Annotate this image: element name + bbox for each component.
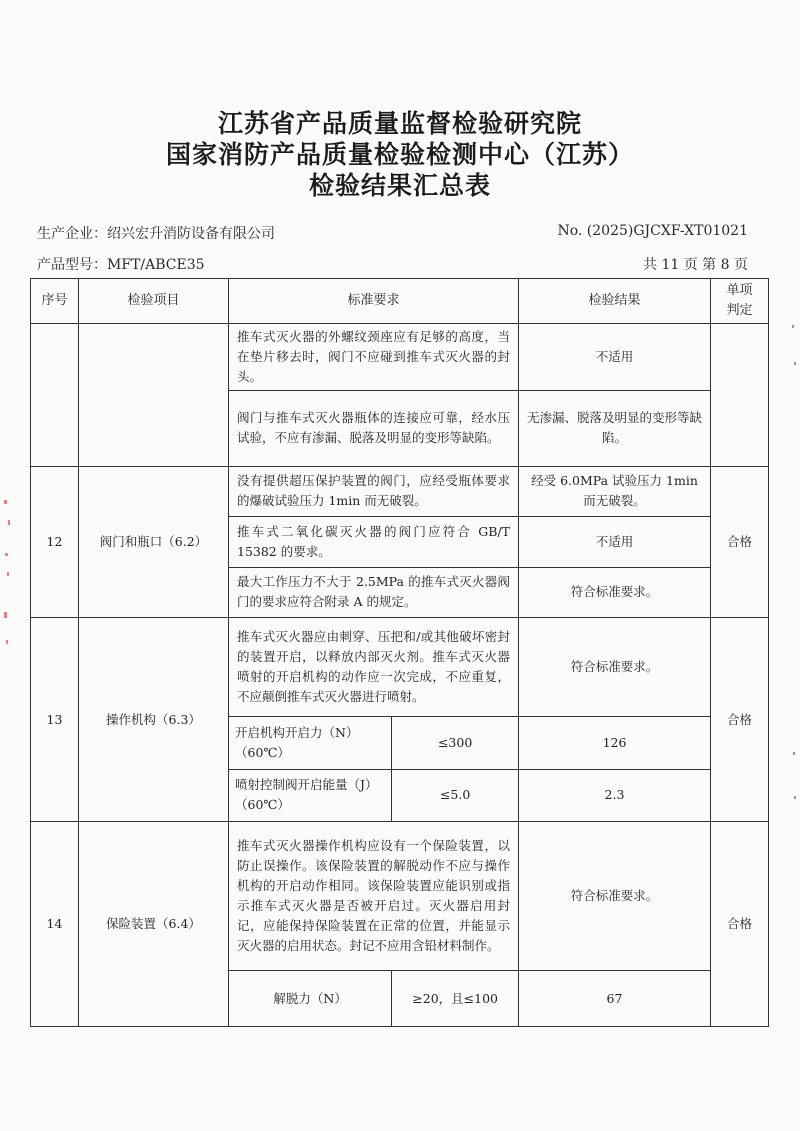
parameter-subcell: [229, 971, 519, 1027]
cont-verdict-cell: [711, 324, 769, 466]
item-cell: 操作机构（6.3）: [79, 618, 229, 822]
parameter-limit: ≤300: [437, 734, 473, 750]
result-cell: 符合标准要求。: [519, 822, 711, 971]
org-name-line2: 国家消防产品质量检验检测中心（江苏）: [165, 140, 634, 169]
result-cell: 不适用: [519, 517, 711, 567]
requirement-cell: 推车式二氧化碳灭火器的阀门应符合 GB/T 15382 的要求。: [229, 517, 519, 567]
verdict-cell: 合格: [711, 822, 769, 1027]
result-cell: 67: [519, 971, 711, 1027]
seq-cell: 14: [31, 822, 79, 1027]
seal-bleed-mark: [4, 612, 7, 618]
requirement-cell: 阀门与推车式灭火器瓶体的连接应可靠，经水压试验，不应有渗漏、脱落及明显的变形等缺陷。: [229, 391, 519, 467]
page-info: 共 11 页 第 8 页: [643, 257, 748, 273]
seal-bleed-mark: [5, 553, 8, 556]
seal-bleed-mark: [7, 572, 9, 576]
result-cell: 不适用: [519, 324, 711, 391]
parameter-subcell: [229, 717, 519, 769]
result-cell: 无渗漏、脱落及明显的变形等缺陷。: [519, 391, 711, 467]
model-label: 产品型号：: [37, 257, 107, 273]
requirement-cell: 推车式灭火器操作机构应设有一个保险装置，以防止误操作。该保险装置的解脱动作不应与操作机构的开启动作相同。该保险装置应能识别或指示推车式灭火器是否被开启过。灭火器启用封记，应能保持保险装置在正常的位置，并能显示灭火器的启用状态。封记不应用含铅材料制作。: [229, 822, 519, 971]
seal-bleed-mark: [4, 500, 7, 504]
requirement-cell: 最大工作压力不大于 2.5MPa 的推车式灭火器阀门的要求应符合附录 A 的规定。: [229, 567, 519, 617]
document-title: 检验结果汇总表: [308, 171, 491, 200]
parameter-subcell: [229, 769, 519, 821]
header-item: 检验项目: [79, 279, 229, 324]
report-number: No. (2025)GJCXF-XT01021: [557, 223, 748, 239]
scan-speck: [793, 752, 795, 755]
requirement-cell: 推车式灭火器的外螺纹颈座应有足够的高度，当在垫片移去时，阀门不应碰到推车式灭火器的封头。: [229, 324, 519, 391]
seq-cell: 13: [31, 618, 79, 822]
manufacturer-label: 生产企业：: [37, 226, 107, 242]
requirement-cell: 没有提供超压保护装置的阀门，应经受瓶体要求的爆破试验压力 1min 而无破裂。: [229, 466, 519, 516]
scan-speck: [794, 796, 796, 799]
header-verdict: 单项判定: [711, 279, 769, 324]
scan-speck: [792, 325, 794, 328]
scan-speck: [794, 362, 796, 365]
verdict-cell: 合格: [711, 466, 769, 617]
result-cell: 经受 6.0MPa 试验压力 1min 而无破裂。: [519, 466, 711, 516]
item-cell: 保险装置（6.4）: [79, 822, 229, 1027]
cont-item-cell: [79, 324, 229, 466]
table-row: [31, 324, 769, 391]
parameter-name: 开启机构开启力（N）（60℃）: [229, 717, 392, 768]
item-cell: 阀门和瓶口（6.2）: [79, 466, 229, 617]
parameter-limit: ≥20，且≤100: [412, 990, 498, 1006]
result-cell: 126: [519, 717, 711, 769]
cont-seq-cell: [31, 324, 79, 466]
seq-cell: 12: [31, 466, 79, 617]
manufacturer-value: 绍兴宏升消防设备有限公司: [107, 226, 275, 242]
result-cell: 2.3: [519, 769, 711, 821]
results-table: [30, 278, 769, 1027]
seal-bleed-mark: [8, 520, 10, 525]
header-standard: 标准要求: [229, 279, 519, 324]
manufacturer-line: [37, 223, 275, 243]
requirement-cell: 推车式灭火器应由刺穿、压把和/或其他破坏密封的装置开启，以释放内部灭火剂。推车式灭火器喷射的开启机构的动作应一次完成，不应重复，不应颠倒推车式灭火器进行喷射。: [229, 618, 519, 717]
table-header-row: [31, 279, 769, 324]
result-cell: 符合标准要求。: [519, 567, 711, 617]
header-seq: 序号: [31, 279, 79, 324]
document-header: [0, 108, 800, 201]
parameter-name: 喷射控制阀开启能量（J）（60℃）: [229, 770, 392, 821]
result-cell: 符合标准要求。: [519, 618, 711, 717]
table-row: [31, 822, 769, 971]
header-result: 检验结果: [519, 279, 711, 324]
table-row: [31, 618, 769, 717]
model-value: MFT/ABCE35: [107, 257, 205, 273]
parameter-limit: ≤5.0: [439, 787, 471, 803]
seal-bleed-mark: [6, 640, 8, 644]
table-row: [31, 466, 769, 516]
model-line: [37, 254, 205, 274]
org-name-line1: 江苏省产品质量监督检验研究院: [217, 109, 582, 138]
verdict-cell: 合格: [711, 618, 769, 822]
parameter-name: 解脱力（N）: [229, 971, 392, 1026]
